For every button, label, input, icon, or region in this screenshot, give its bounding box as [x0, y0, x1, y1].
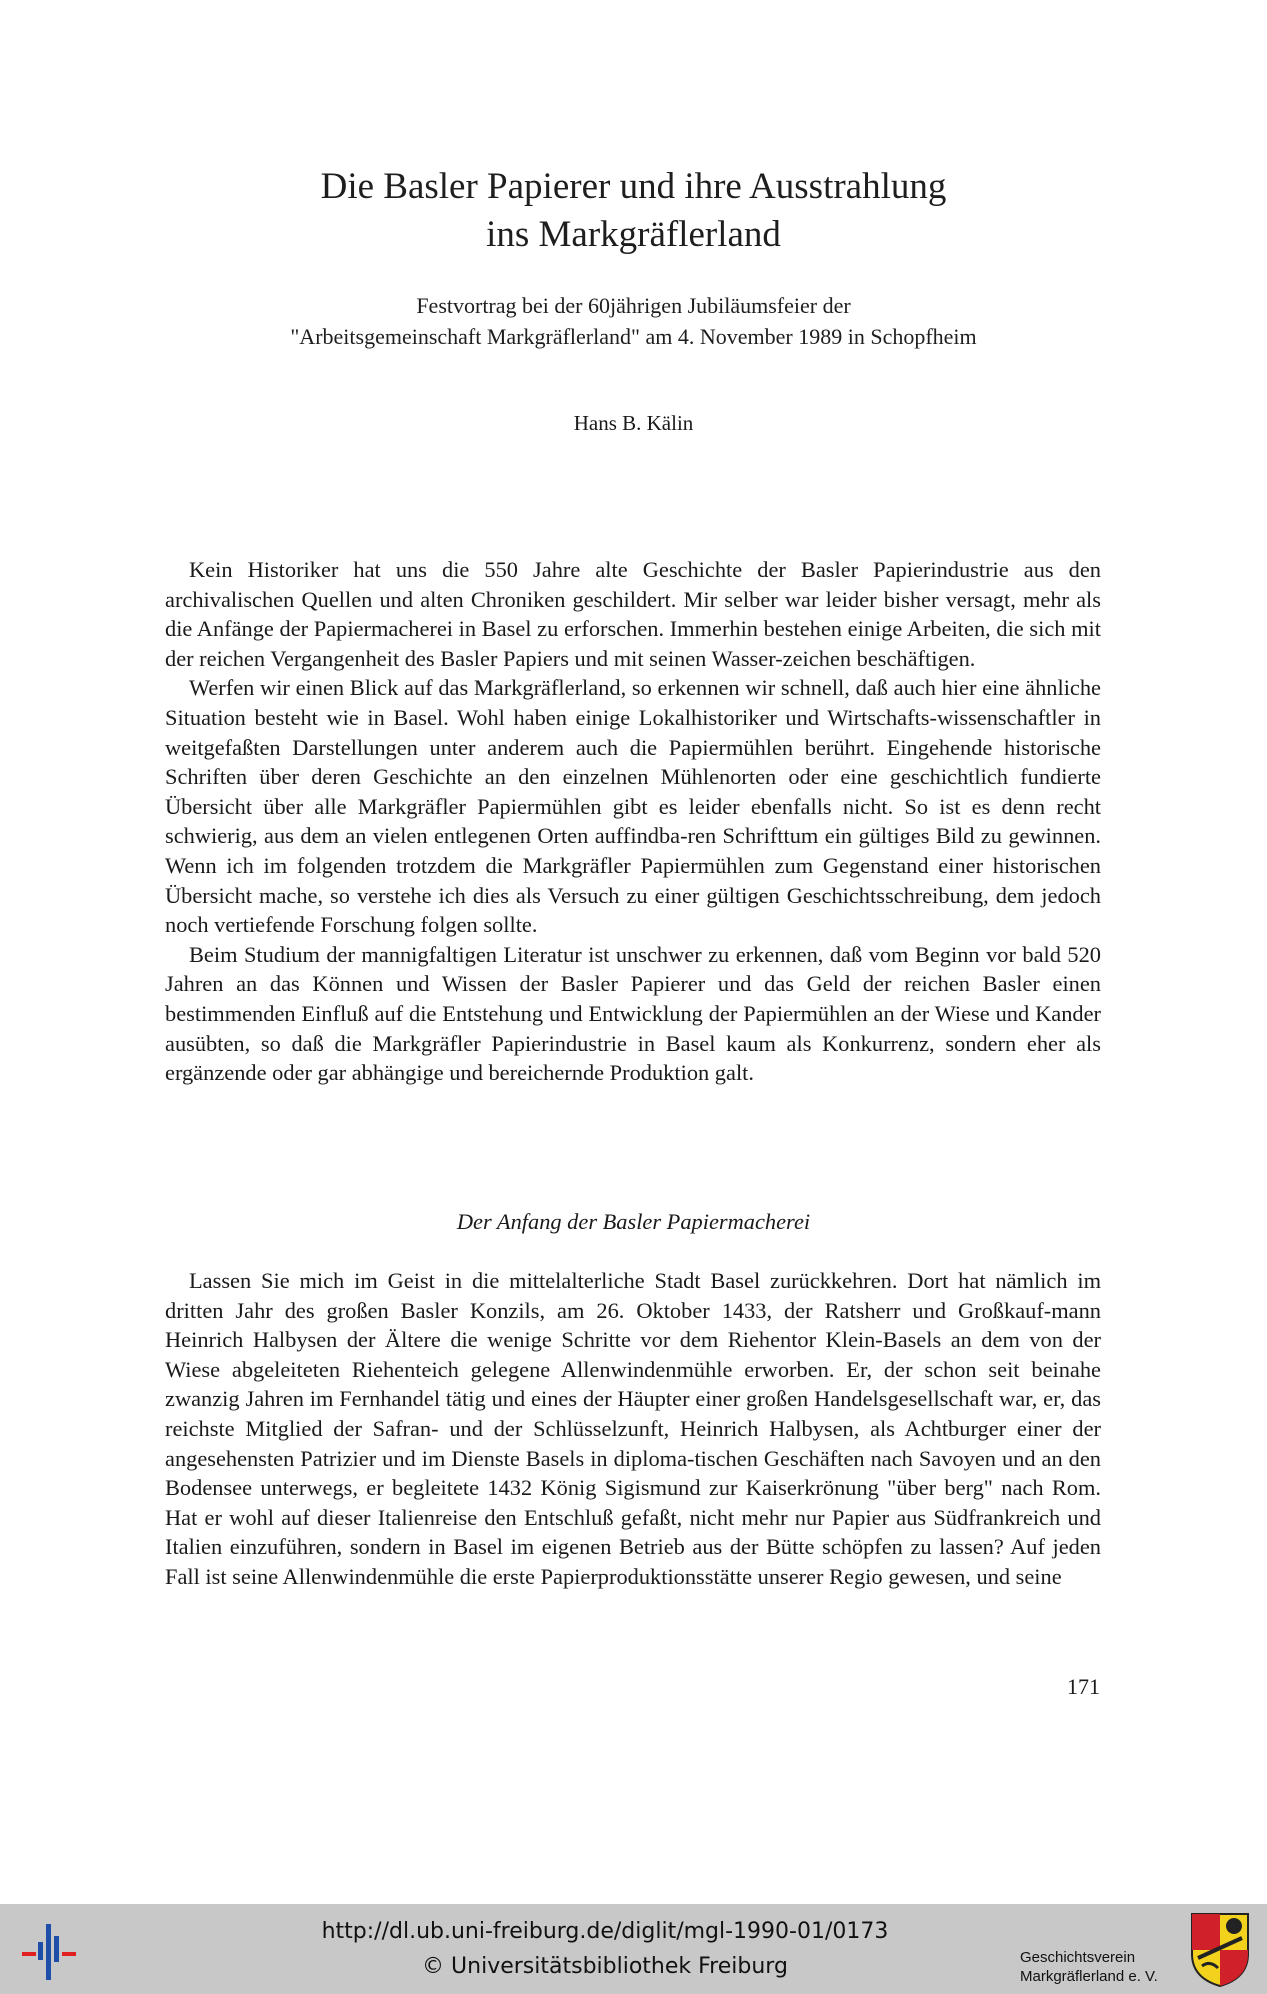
- body-section-anfang: [165, 1266, 1101, 1592]
- article-subtitle-line-2: "Arbeitsgemeinschaft Markgräflerland" am 4. November 1989 in Schopfheim: [290, 324, 977, 349]
- society-name: [1020, 1948, 1180, 1986]
- article-subtitle: [0, 290, 1267, 352]
- article-title-line-1: Die Basler Papierer und ihre Ausstrahlung: [320, 166, 947, 207]
- footer-copyright: © Universitätsbibliothek Freiburg: [422, 1954, 788, 1979]
- page-number: 171: [1067, 1674, 1100, 1699]
- article-title-line-2: ins Markgräflerland: [486, 214, 781, 255]
- society-name-line-2: Markgräflerland e. V.: [1020, 1968, 1158, 1985]
- paragraph: Werfen wir einen Blick auf das Markgräflerland, so erkennen wir schnell, daß auch hier eine ähnliche Situation besteht wie in Basel. Wohl haben einige Lokalhistoriker und Wirtschafts-wissenschaftler in weitgefaßten Darstellungen unter anderem auch die Papiermühlen berührt. Eingehende historische Schriften über deren Geschichte an den einzelnen Mühlenorten oder eine geschichtlich fundierte Übersicht über alle Markgräfler Papiermühlen gibt es leider ebenfalls nicht. So ist es denn recht schwierig, aus dem an vielen entlegenen Orten auffindba-ren Schrifttum ein gültiges Bild zu gewinnen. Wenn ich im folgenden trotzdem die Markgräfler Papiermühlen zum Gegenstand einer historischen Übersicht mache, so verstehe ich dies als Versuch zu einer gültigen Geschichtsschreibung, dem jedoch noch vertiefende Forschung folgen sollte.: [165, 675, 1101, 938]
- paragraph: Lassen Sie mich im Geist in die mittelalterliche Stadt Basel zurückkehren. Dort hat nämlich im dritten Jahr des großen Basler Konzils, am 26. Oktober 1433, der Ratsherr und Großkauf-mann Heinrich Halbysen der Ältere die wenige Schritte vor dem Riehentor Klein-Basels an dem von der Wiese abgeleiteten Riehenteich gelegene Allenwindenmühle erworben. Er, der schon seit beinahe zwanzig Jahren im Fernhandel tätig und eines der Häupter einer großen Handelsgesellschaft war, er, das reichste Mitglied der Safran- und der Schlüsselzunft, Heinrich Halbysen, als Achtburger einer der angesehensten Patrizier und im Dienste Basels in diploma-tischen Geschäften nach Savoyen und an den Bodensee unterwegs, er begleitete 1432 König Sigismund zur Kaiserkrönung "über berg" nach Rom. Hat er wohl auf dieser Italienreise den Entschluß gefaßt, nicht mehr nur Papier aus Südfrankreich und Italien einzuführen, sondern in Basel im eigenen Betrieb aus der Bütte schöpfen zu lassen? Auf jeden Fall ist seine Allenwindenmühle die erste Papierproduktionsstätte unserer Regio gewesen, und seine: [165, 1268, 1101, 1589]
- article-subtitle-line-1: Festvortrag bei der 60jährigen Jubiläumsfeier der: [416, 293, 851, 318]
- article-title: [0, 163, 1267, 259]
- footer-bar: [0, 1904, 1267, 1994]
- author: Hans B. Kälin: [573, 411, 694, 435]
- society-name-line-1: Geschichtsverein: [1020, 1949, 1136, 1966]
- section-heading: Der Anfang der Basler Papiermacherei: [456, 1209, 811, 1234]
- paragraph: Beim Studium der mannigfaltigen Literatur ist unschwer zu erkennen, daß vom Beginn vor bald 520 Jahren an das Können und Wissen der Basler Papierer und das Geld der reichen Basler einen bestimmenden Einfluß auf die Entstehung und Entwicklung der Papiermühlen an der Wiese und Kander ausübten, so daß die Markgräfler Papierindustrie in Basel kaum als Konkurrenz, sondern eher als ergänzende oder gar abhängige und bereichernde Produktion galt.: [165, 941, 1101, 1086]
- paragraph: Kein Historiker hat uns die 550 Jahre alte Geschichte der Basler Papierindustrie aus den archivalischen Quellen und alten Chroniken geschildert. Mir selber war leider bisher versagt, mehr als die Anfänge der Papiermacherei in Basel zu erforschen. Immerhin bestehen einige Arbeiten, die sich mit der reichen Vergangenheit des Basler Papiers und mit seinen Wasser-zeichen beschäftigen.: [165, 557, 1101, 671]
- ub-freiburg-logo-icon[interactable]: [16, 1914, 80, 1988]
- society-crest-icon[interactable]: [1188, 1910, 1252, 1988]
- footer-url-link[interactable]: http://dl.ub.uni-freiburg.de/diglit/mgl-1990-01/0173: [321, 1919, 889, 1944]
- body-section-intro: [165, 555, 1101, 1088]
